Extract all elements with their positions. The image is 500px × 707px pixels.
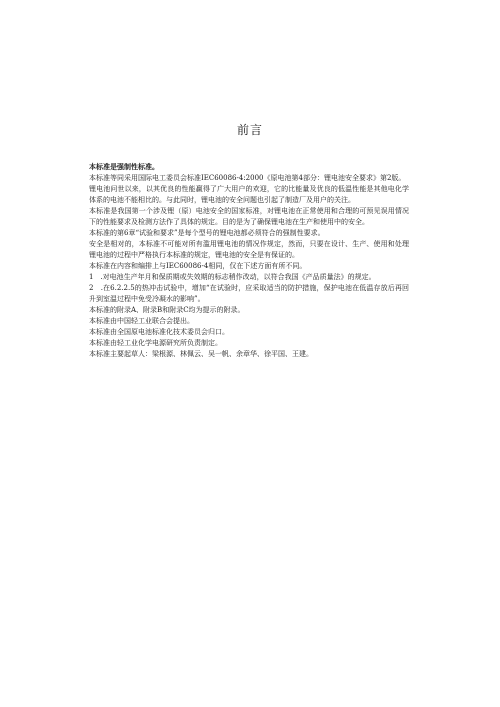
document-body xyxy=(89,162,409,360)
page-title: 前言 xyxy=(236,123,263,137)
paragraph-difference-1: 1 .对电池生产年月和保质期或失效期的标志稍作改动，以符合我国《产品质量法》的规定。 xyxy=(89,273,376,281)
paragraph-background: 锂电池问世以来，以其优良的性能赢得了广大用户的欢迎，它的比能量及优良的低温性能是其他电化学体系的电池不能相比的。与此同时，锂电池的安全问题也引起了制造厂及用户的关注。 xyxy=(89,185,409,204)
paragraph-difference-2: 2 .在6.2.2.5的热冲击试验中，增加“在试验时，应采取适当的防护措施，保护电池在低温存放后再回升到室温过程中免受冷凝水的影响”。 xyxy=(89,284,409,303)
paragraph-adoption: 本标准等同采用国际电工委员会标准IEC60086-4:2000《原电池第4部分：锂电池安全要求》第2版。 xyxy=(89,174,406,182)
paragraph-chapter-six: 本标准的第6章“试验和要求”是每个型号的锂电池都必须符合的强制性要求。 xyxy=(89,229,325,237)
paragraph-differences-intro: 本标准在内容和编排上与IEC60086-4相同，仅在下述方面有所不同。 xyxy=(89,262,307,270)
paragraph-mandatory-notice: 本标准是强制性标准。 xyxy=(89,163,159,171)
paragraph-safety: 安全是相对的，本标准不可能对所有滥用锂电池的情况作规定，然而，只要在设计、生产、使用和处理锂电池的过程中严格执行本标准的规定，锂电池的安全是有保证的。 xyxy=(89,240,409,259)
paragraph-drafters: 本标准主要起草人：梁根源、林佩云、吴一帆、余章华、徐平国、王建。 xyxy=(89,350,313,358)
paragraph-drafted-by-org: 本标准由轻工业化学电源研究所负责制定。 xyxy=(89,339,222,347)
paragraph-scope: 本标准是我国第一个涉及锂（原）电池安全的国家标准，对锂电池在正常使用和合理的可预见误用情况下的性能要求及检测方法作了具体的规定。目的是为了确保锂电池在生产和使用中的安全。 xyxy=(89,207,409,226)
paragraph-proposed-by: 本标准由中国轻工业联合会提出。 xyxy=(89,317,194,325)
paragraph-managed-by: 本标准由全国原电池标准化技术委员会归口。 xyxy=(89,328,229,336)
paragraph-annexes: 本标准的附录A、附录B和附录C均为提示的附录。 xyxy=(89,306,245,314)
